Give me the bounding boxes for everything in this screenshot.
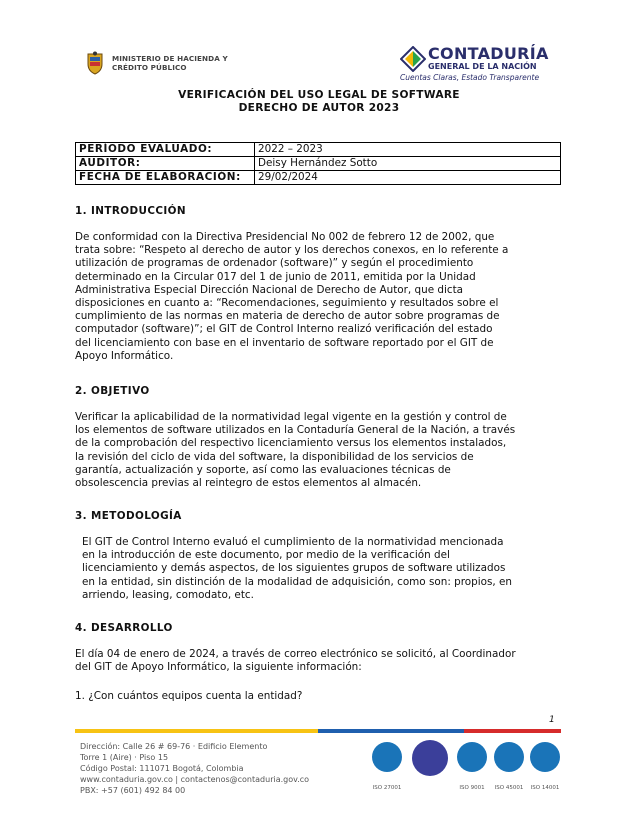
table-row xyxy=(76,143,561,157)
org-name: CONTADURÍA xyxy=(428,44,549,63)
text-line: obsolescencia previas al reintegro de estos elementos al almacén. xyxy=(75,477,422,490)
title-line-2: DERECHO DE AUTOR 2023 xyxy=(238,102,400,114)
certification-badge-icon xyxy=(457,742,487,772)
org-slogan: Cuentas Claras, Estado Transparente xyxy=(400,73,540,82)
color-bar xyxy=(75,729,561,733)
date-value: 29/02/2024 xyxy=(255,171,561,185)
text-line: Apoyo Informático. xyxy=(75,349,174,362)
address-line: PBX: +57 (601) 492 84 00 xyxy=(80,786,186,795)
text-line: en la entidad, sin distinción de la modalidad de adquisición, como son: propios, en xyxy=(82,575,512,588)
address-line: Código Postal: 111071 Bogotá, Colombia xyxy=(80,764,244,773)
title-line-1: VERIFICACIÓN DEL USO LEGAL DE SOFTWARE xyxy=(178,89,460,101)
intro-paragraph xyxy=(75,231,561,363)
text-line: del GIT de Apoyo Informático, la siguiente información: xyxy=(75,661,362,674)
ministry-name-line1: MINISTERIO DE HACIENDA Y xyxy=(112,54,228,63)
text-line: en la introducción de este documento, por medio de la verificación del xyxy=(82,549,450,562)
text-line: la revisión del ciclo de vida del software, la disponibilidad de los servicios de xyxy=(75,450,474,463)
objective-heading: 2. OBJETIVO xyxy=(75,385,150,397)
bar-segment-red xyxy=(464,729,561,733)
objective-paragraph xyxy=(75,411,561,490)
text-line: cumplimiento de las normas en materia de derecho de autor sobre programas de xyxy=(75,310,500,323)
text-line: Verificar la aplicabilidad de la normatividad legal vigente en la gestión y control de xyxy=(75,411,507,423)
coat-of-arms-icon xyxy=(86,51,104,75)
footer-address xyxy=(80,741,309,796)
text-line: los elementos de software utilizados en la Contaduría General de la Nación, a través xyxy=(75,424,516,437)
text-line: utilización de programas de ordenador (software)” y según el procedimiento xyxy=(75,257,474,270)
iqnet-badge-icon xyxy=(412,740,448,776)
text-line: El día 04 de enero de 2024, a través de correo electrónico se solicitó, al Coordinador xyxy=(75,648,516,660)
text-line: de la comprobación del respectivo licenciamiento versus los elementos instalados, xyxy=(75,437,507,450)
info-table xyxy=(75,142,561,185)
method-heading: 3. METODOLOGÍA xyxy=(75,510,182,522)
text-line: computador (software)”; el GIT de Control Interno realizó verificación del estado xyxy=(75,323,493,336)
text-line: disposiciones en cuanto a: “Recomendaciones, seguimiento y resultados sobre el xyxy=(75,297,499,310)
dev-heading: 4. DESARROLLO xyxy=(75,622,173,634)
certification-badge-icon xyxy=(530,742,560,772)
bar-segment-blue xyxy=(318,729,464,733)
text-line: determinado en la Circular 017 del 1 de junio de 2011, emitida por la Unidad xyxy=(75,270,476,283)
contaduria-mark-icon xyxy=(400,46,426,72)
text-line: De conformidad con la Directiva Presidencial No 002 de febrero 12 de 2002, que xyxy=(75,231,495,243)
cert-label: ISO 27001 xyxy=(372,785,402,791)
dev-paragraph xyxy=(75,648,561,674)
certification-badge-icon xyxy=(494,742,524,772)
address-line: Torre 1 (Aire) · Piso 15 xyxy=(80,753,169,762)
text-line: licenciamiento y demás aspectos, de los siguientes grupos de software utilizados xyxy=(82,562,506,575)
bar-segment-yellow xyxy=(75,729,318,733)
method-paragraph xyxy=(82,536,561,602)
page-number: 1 xyxy=(549,715,555,725)
cert-label: ISO 9001 xyxy=(459,785,485,791)
contaduria-logo xyxy=(400,44,560,84)
text-line: Administrativa Especial Dirección Nacional de Derecho de Autor, que dicta xyxy=(75,283,464,296)
org-subtitle: GENERAL DE LA NACIÓN xyxy=(428,62,537,71)
table-row xyxy=(76,171,561,185)
period-value: 2022 – 2023 xyxy=(255,143,561,157)
period-label: PERÍODO EVALUADO: xyxy=(76,143,255,157)
cert-label: ISO 45001 xyxy=(494,785,524,791)
table-row xyxy=(76,157,561,171)
address-line: www.contaduria.gov.co | contactenos@contaduria.gov.co xyxy=(80,775,310,784)
cert-label: ISO 14001 xyxy=(530,785,560,791)
auditor-value: Deisy Hernández Sotto xyxy=(255,157,561,171)
text-line: El GIT de Control Interno evaluó el cumplimiento de la normatividad mencionada xyxy=(82,536,504,548)
text-line: del licenciamiento con base en el inventario de software reportado por el GIT de xyxy=(75,336,494,349)
document-title xyxy=(0,89,638,115)
text-line: arriendo, leasing, comodato, etc. xyxy=(82,588,254,601)
question-1: 1. ¿Con cuántos equipos cuenta la entidad? xyxy=(75,690,303,702)
text-line: garantía, actualización y soporte, así como las evaluaciones técnicas de xyxy=(75,463,451,476)
date-label: FECHA DE ELABORACIÓN: xyxy=(76,171,255,185)
intro-heading: 1. INTRODUCCIÓN xyxy=(75,205,186,217)
ministry-logo xyxy=(86,50,254,76)
text-line: trata sobre: “Respeto al derecho de autor y los derechos conexos, en lo referente a xyxy=(75,244,509,257)
address-line: Dirección: Calle 26 # 69-76 · Edificio Elemento xyxy=(80,742,268,751)
certification-badge-icon xyxy=(372,742,402,772)
ministry-name-line2: CRÉDITO PÚBLICO xyxy=(112,63,187,72)
auditor-label: AUDITOR: xyxy=(76,157,255,171)
